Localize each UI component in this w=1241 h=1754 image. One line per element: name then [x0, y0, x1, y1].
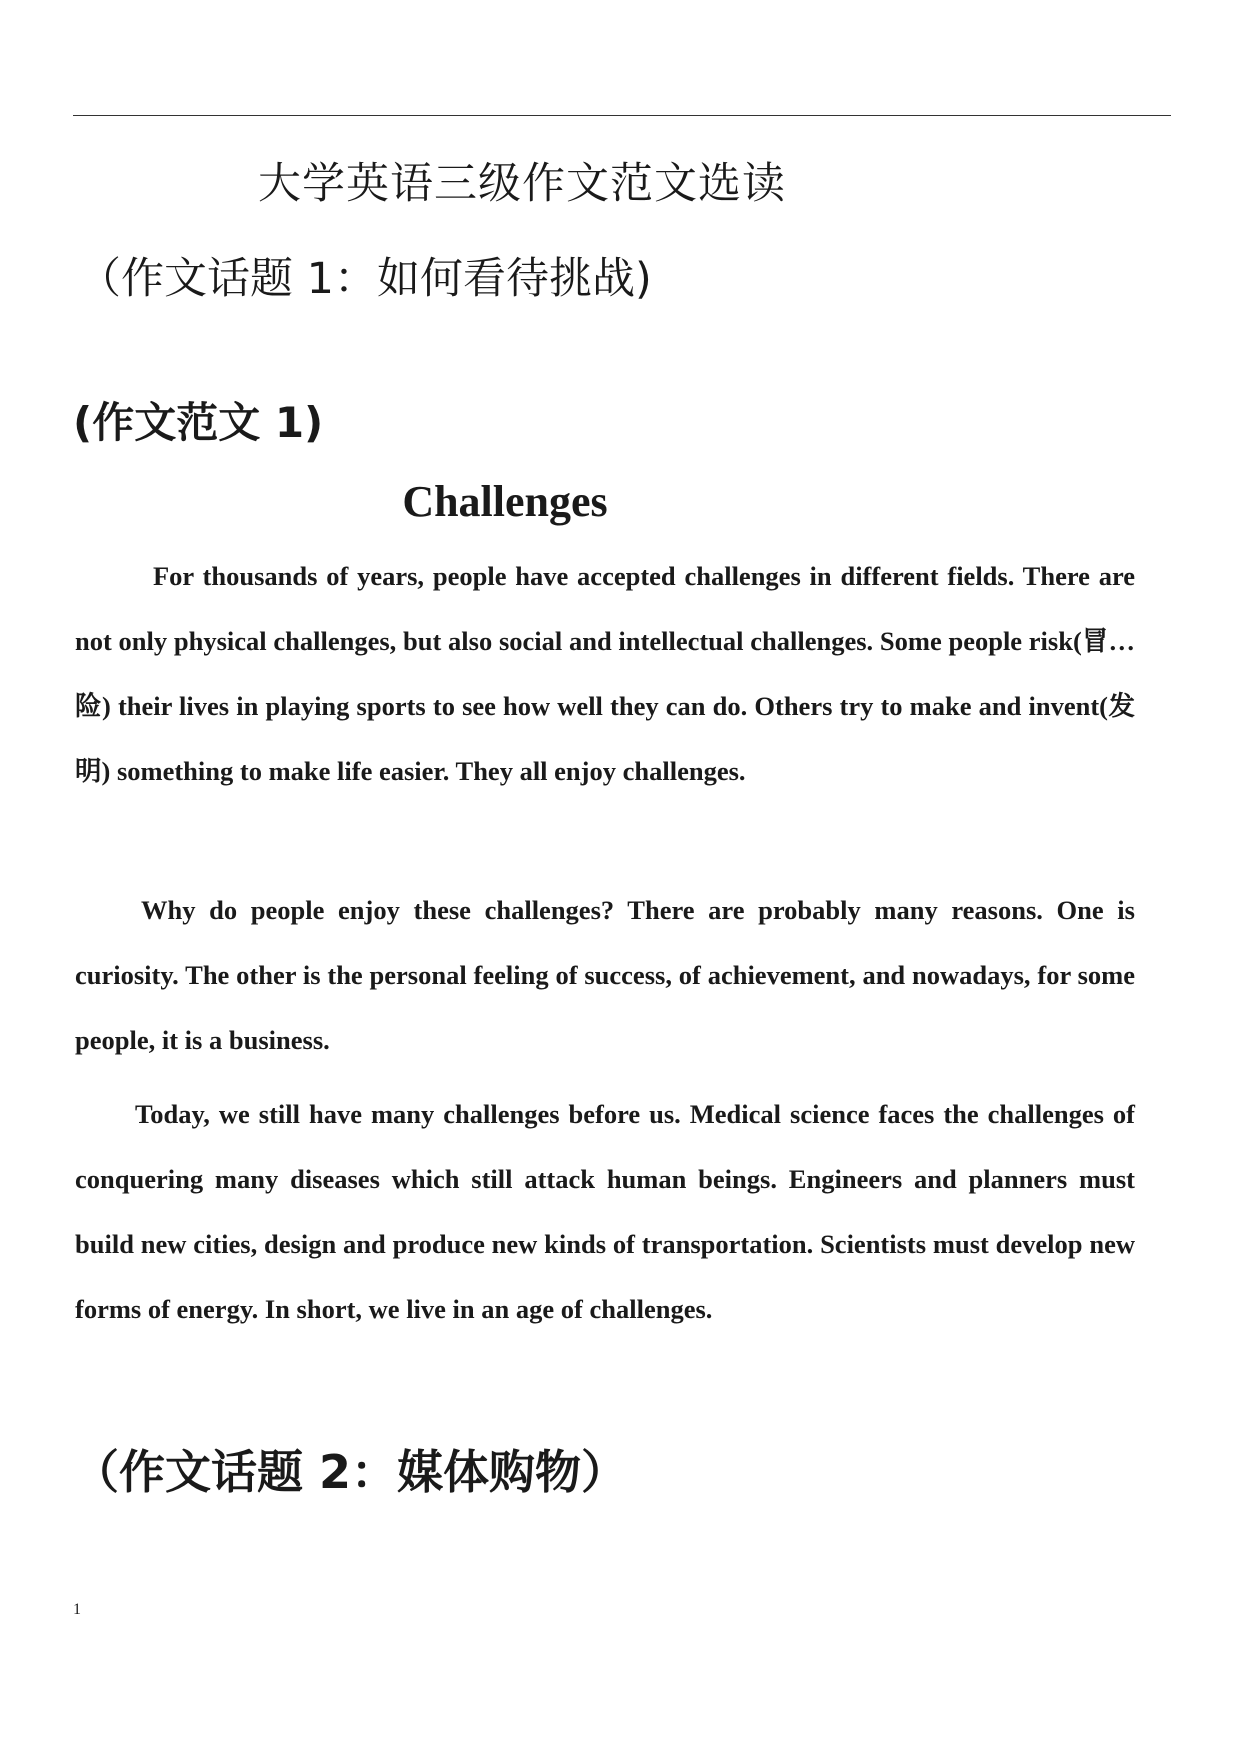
topic-1-heading: （作文话题 1：如何看待挑战) [78, 254, 652, 304]
essay-title: Challenges [402, 477, 608, 526]
page-number: 1 [73, 1601, 81, 1618]
essay-body-block-2 [75, 878, 1135, 1073]
paragraph: Today, we still have many challenges before us. Medical science faces the challenges of conquering many diseases which still attack human beings. Engineers and planners must build new cities, design and produce new kinds of transportation. Scientists must develop new forms of energy. In short, we live in an age of challenges. [75, 1099, 1135, 1324]
topic-2-heading: （作文话题 2：媒体购物） [73, 1445, 628, 1499]
essay-body-block-3 [75, 1082, 1135, 1342]
essay-body-block-1 [75, 544, 1135, 804]
header-rule [73, 115, 1171, 116]
paragraph: For thousands of years, people have accepted challenges in different fields. There are not only physical challenges, but also social and intellectual challenges. Some people risk(冒…险) their lives in playing sports to see how well they can do. Others try to make and invent(发明) something to make life easier. They all enjoy challenges. [75, 561, 1135, 786]
essay-label: (作文范文 1) [73, 398, 324, 447]
paragraph: Why do people enjoy these challenges? There are probably many reasons. One is curiosity. The other is the personal feeling of success, of achievement, and nowadays, for some people, it is a business. [75, 895, 1135, 1055]
document-title: 大学英语三级作文范文选读 [258, 159, 786, 209]
